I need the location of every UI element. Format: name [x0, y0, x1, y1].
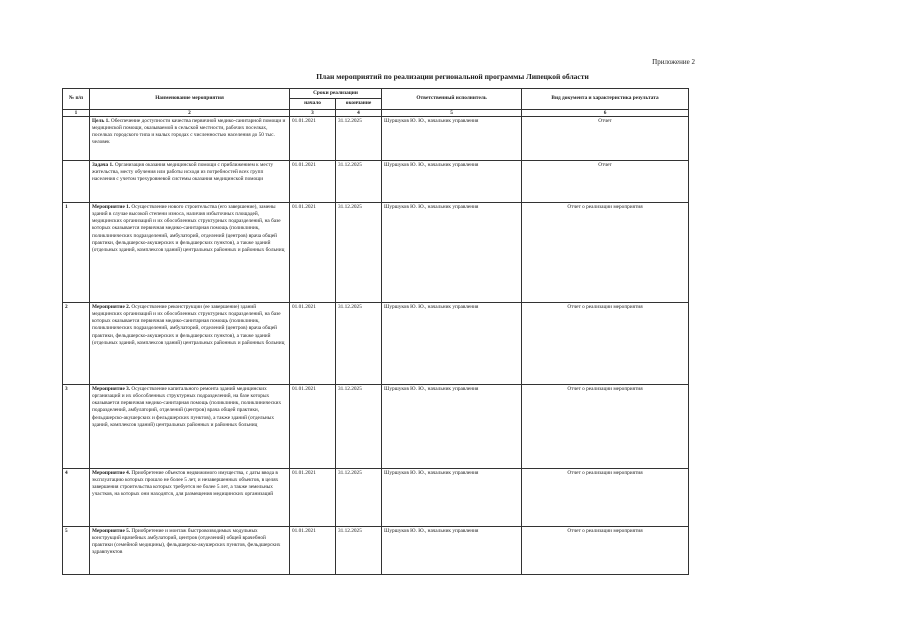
header-row: [63, 89, 689, 99]
row-activity-name: [90, 302, 290, 384]
row-activity-name: [90, 526, 290, 574]
row-document: Отчет о реализации мероприятия: [522, 526, 689, 574]
row-end-date: 31.12.2025: [336, 160, 382, 202]
row-responsible: Шуршуков Ю. Ю., начальник управления: [382, 384, 522, 468]
row-number: [63, 116, 90, 160]
row-responsible: Шуршуков Ю. Ю., начальник управления: [382, 526, 522, 574]
col-index: 3: [290, 109, 336, 116]
row-activity-lead: Мероприятие 5.: [92, 527, 131, 534]
row-responsible: Шуршуков Ю. Ю., начальник управления: [382, 202, 522, 302]
row-document: Отчет: [522, 116, 689, 160]
row-start-date: 01.01.2021: [290, 116, 336, 160]
table-row: [63, 202, 689, 302]
row-activity-lead: Задача 1.: [92, 161, 114, 168]
col-header-responsible: Ответственный исполнитель: [382, 89, 522, 110]
row-end-date: 31.12.2025: [336, 384, 382, 468]
col-index: 4: [336, 109, 382, 116]
row-number: 1: [63, 202, 90, 302]
row-activity-name: [90, 468, 290, 526]
row-activity-name: [90, 202, 290, 302]
column-index-row: [63, 109, 689, 116]
row-document: Отчет о реализации мероприятия: [522, 468, 689, 526]
row-start-date: 01.01.2021: [290, 160, 336, 202]
row-document: Отчет о реализации мероприятия: [522, 384, 689, 468]
row-end-date: 31.12.2025: [336, 202, 382, 302]
row-document: Отчет о реализации мероприятия: [522, 302, 689, 384]
row-number: 4: [63, 468, 90, 526]
row-start-date: 01.01.2021: [290, 468, 336, 526]
row-responsible: Шуршуков Ю. Ю., начальник управления: [382, 116, 522, 160]
appendix-label: Приложение 2: [652, 58, 695, 66]
row-responsible: Шуршуков Ю. Ю., начальник управления: [382, 160, 522, 202]
col-header-doc: Вид документа и характеристика результата: [522, 89, 689, 110]
row-responsible: Шуршуков Ю. Ю., начальник управления: [382, 302, 522, 384]
row-number: 3: [63, 384, 90, 468]
table-row: [63, 526, 689, 574]
row-end-date: 31.12.2025: [336, 116, 382, 160]
col-index: 2: [90, 109, 290, 116]
row-activity-lead: Мероприятие 4.: [92, 469, 131, 476]
table-row: [63, 160, 689, 202]
row-start-date: 01.01.2021: [290, 202, 336, 302]
row-document: Отчет о реализации мероприятия: [522, 202, 689, 302]
row-end-date: 31.12.2025: [336, 526, 382, 574]
row-activity-name: [90, 384, 290, 468]
col-header-terms: Сроки реализации: [290, 89, 382, 99]
row-activity-text: Осуществление капитального ремонта зданий медицинских организаций и их обособленных структурных подразделений, на базе которых оказывается первичная медико-санитарная помощь (поликлиник, поликлинических подразделений, амбулаторий, отделений (центров) врача общей практики, фельдшерско-акушерских и фельдшерских пунктов), а также зданий (отдельных зданий, комплексов зданий) центральных районных и районных больниц: [92, 385, 282, 429]
table-row: [63, 468, 689, 526]
row-start-date: 01.01.2021: [290, 384, 336, 468]
col-header-name: Наименование мероприятия: [90, 89, 290, 110]
row-start-date: 01.01.2021: [290, 526, 336, 574]
table-row: [63, 384, 689, 468]
row-activity-text: Осуществление нового строительства (его завершение), замены зданий в случае высокой степени износа, наличия избыточных площадей, медицинских организаций и их обособленных структурных подразделений, на базе которых оказывается первичная медико-санитарная помощь (поликлиник, поликлинических подразделений, амбулаторий, отделений (центров) врача общей практики, фельдшерско-акушерских и фельдшерских пунктов), а также зданий (отдельных зданий, комплексов зданий) центральных районных и районных больниц: [92, 203, 285, 254]
row-activity-text: Приобретение объектов недвижимого имущества, с даты ввода в эксплуатацию которых прошло не более 5 лет, и незавершенных объектов, в целях завершения строительства которых требуется не более 5 лет, а также земельных участков, на которых они находятся, для размещения медицинских организаций: [92, 469, 279, 498]
row-activity-lead: Мероприятие 3.: [92, 385, 131, 392]
row-number: [63, 160, 90, 202]
table-row: [63, 302, 689, 384]
col-header-start: начало: [290, 99, 336, 109]
row-start-date: 01.01.2021: [290, 302, 336, 384]
row-end-date: 31.12.2025: [336, 468, 382, 526]
row-number: 2: [63, 302, 90, 384]
row-activity-name: [90, 160, 290, 202]
row-activity-text: Обеспечение доступности качества первичной медико-санитарной помощи и медицинской помощи, оказываемой в сельской местности, рабочих поселках, поселках городского типа и малых городах с численностью населения до 50 тыс. человек: [92, 117, 286, 146]
plan-table: [62, 88, 689, 575]
row-responsible: Шуршуков Ю. Ю., начальник управления: [382, 468, 522, 526]
col-header-end: окончание: [336, 99, 382, 109]
document-title: План мероприятий по реализации региональной программы Липецкой области: [316, 72, 589, 81]
row-activity-name: [90, 116, 290, 160]
row-activity-lead: Мероприятие 1.: [92, 203, 131, 210]
row-activity-text: Осуществление реконструкции (ее завершение) зданий медицинских организаций и их обособленных структурных подразделений, на базе которых оказывается первичная медико-санитарная помощь (поликлиник, поликлинических подразделений, амбулаторий, отделений (центров) врача общей практики, фельдшерско-акушерских и фельдшерских пунктов), а также зданий (отдельных зданий, комплексов зданий) центральных районных и районных больниц: [92, 303, 285, 347]
table-row: [63, 116, 689, 160]
col-index: 6: [522, 109, 689, 116]
row-end-date: 31.12.2025: [336, 302, 382, 384]
row-activity-lead: Цель 1.: [92, 117, 110, 124]
row-activity-text: Организация оказания медицинской помощи с приближением к месту жительства, месту обучения или работы исходя из потребностей всех групп населения с учетом трехуровневой системы оказания медицинской помощи: [92, 161, 274, 183]
col-header-num: № п/п: [63, 89, 90, 110]
row-document: Отчет: [522, 160, 689, 202]
col-index: 5: [382, 109, 522, 116]
row-activity-lead: Мероприятие 2.: [92, 303, 131, 310]
col-index: 1: [63, 109, 90, 116]
row-activity-text: Приобретение и монтаж быстровозводимых модульных конструкций врачебных амбулаторий, центров (отделений) общей врачебной практики (семейной медицины), фельдшерско-акушерских пунктов, фельдшерских здравпунктов: [92, 527, 281, 556]
row-number: 5: [63, 526, 90, 574]
